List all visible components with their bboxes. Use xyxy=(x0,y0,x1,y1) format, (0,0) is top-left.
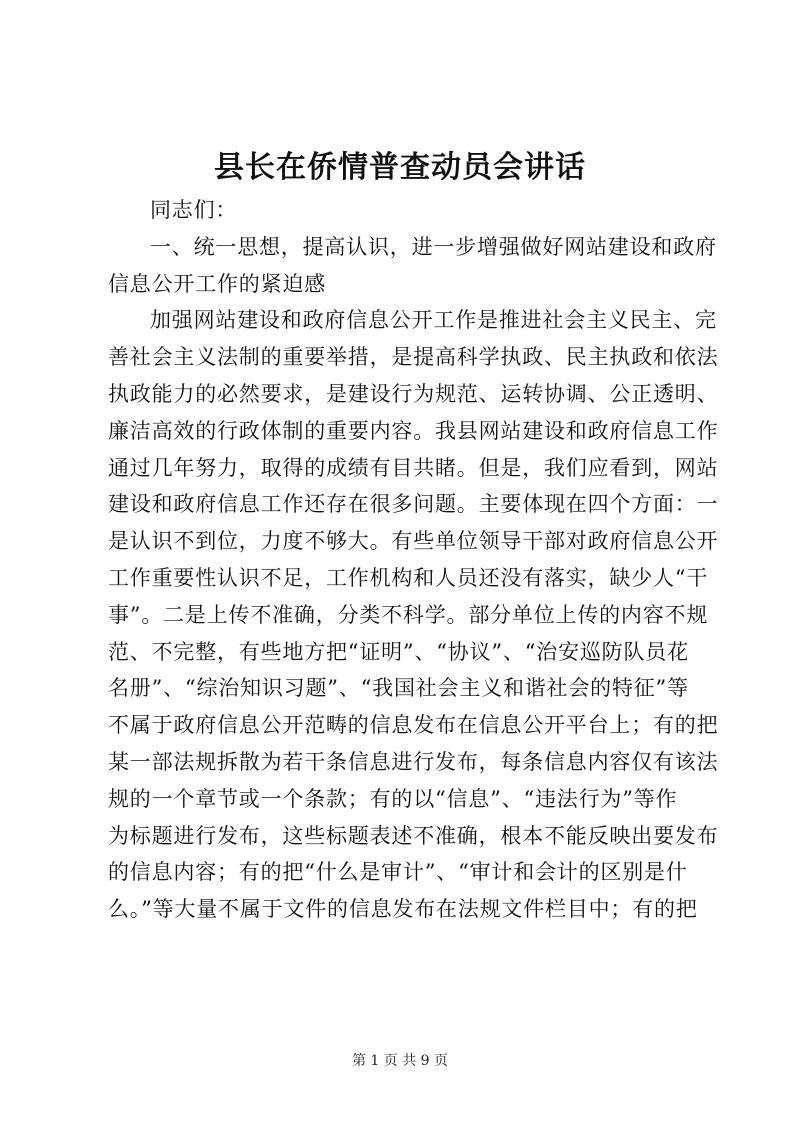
body-line: 是认识不到位，力度不够大。有些单位领导干部对政府信息公开 xyxy=(108,529,719,554)
document-title: 县长在侨情普查动员会讲话 xyxy=(214,150,586,185)
body-line: 不属于政府信息公开范畴的信息发布在信息公开平台上；有的把 xyxy=(108,713,719,738)
body-line: 一、统一思想，提高认识，进一步增强做好网站建设和政府 xyxy=(150,234,717,259)
body-line: 建设和政府信息工作还存在很多问题。主要体现在四个方面：一 xyxy=(108,492,719,517)
body-line: 为标题进行发布，这些标题表述不准确，根本不能反映出要发布 xyxy=(108,823,719,848)
body-line: 某一部法规拆散为若干条信息进行发布，每条信息内容仅有该法 xyxy=(108,749,719,774)
body-line: 通过几年努力，取得的成绩有目共睹。但是，我们应看到，网站 xyxy=(108,455,719,480)
body-line: 名册”、“综治知识习题”、“我国社会主义和谐社会的特征”等 xyxy=(108,676,689,701)
body-line: 信息公开工作的紧迫感 xyxy=(108,271,326,296)
document-body xyxy=(108,192,719,928)
page-number-footer: 第 1 页 共 9 页 xyxy=(351,1053,449,1069)
body-line: 加强网站建设和政府信息公开工作是推进社会主义民主、完 xyxy=(150,308,717,333)
body-line: 事”。二是上传不准确，分类不科学。部分单位上传的内容不规 xyxy=(108,602,709,627)
body-line: 善社会主义法制的重要举措，是提高科学执政、民主执政和依法 xyxy=(108,345,719,370)
body-line: 规的一个章节或一个条款；有的以“信息”、“违法行为”等作 xyxy=(108,786,678,811)
body-line: 的信息内容；有的把“什么是审计”、“审计和会计的区别是什 xyxy=(108,860,688,885)
body-line: 廉洁高效的行政体制的重要内容。我县网站建设和政府信息工作 xyxy=(108,418,719,443)
body-line: 执政能力的必然要求，是建设行为规范、运转协调、公正透明、 xyxy=(108,381,719,406)
body-line: 工作重要性认识不足，工作机构和人员还没有落实，缺少人“干 xyxy=(108,565,709,590)
body-line: 同志们： xyxy=(150,198,238,222)
body-line: 范、不完整，有些地方把“证明”、“协议”、“治安巡防队员花 xyxy=(108,639,689,664)
body-line: 么。”等大量不属于文件的信息发布在法规文件栏目中；有的把 xyxy=(108,897,698,922)
